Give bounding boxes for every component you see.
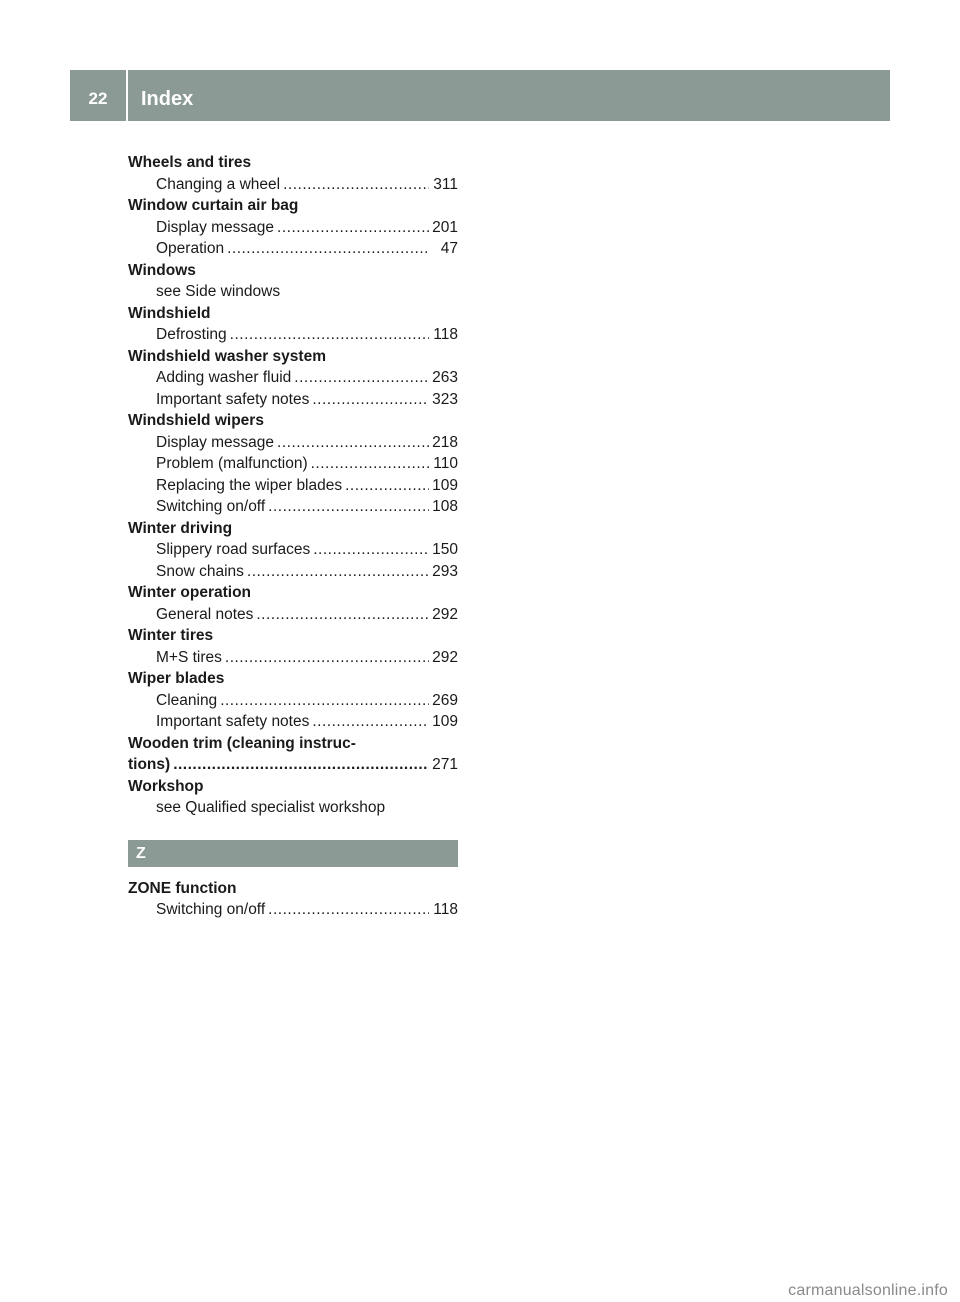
entry-page: 47 (440, 240, 458, 257)
index-heading: Winter driving (128, 519, 233, 537)
entry-label: Switching on/off (156, 901, 266, 918)
entry-label: Operation (156, 240, 225, 257)
index-heading: Windshield washer system (128, 347, 326, 365)
dot-leader (345, 475, 429, 497)
entry-label: tions) (128, 756, 171, 773)
entry-page: 271 (432, 756, 458, 773)
index-entry[interactable] (128, 432, 458, 454)
index-heading: Winter tires (128, 627, 214, 644)
entry-label: Replacing the wiper blades (156, 476, 343, 494)
index-entry[interactable] (128, 238, 458, 260)
index-entry[interactable] (128, 539, 458, 561)
dot-leader (277, 432, 429, 454)
watermark: carmanualsonline.info (788, 1282, 948, 1299)
dot-leader (227, 238, 429, 260)
index-heading-zone-function: ZONE function (128, 879, 237, 897)
dot-leader (220, 690, 429, 712)
index-entry[interactable] (128, 561, 458, 583)
entry-page: 269 (432, 691, 458, 709)
index-entry[interactable] (128, 389, 458, 411)
dot-leader (294, 367, 429, 389)
dot-leader (247, 561, 429, 583)
entry-page: 201 (432, 218, 458, 236)
index-entry[interactable] (128, 324, 458, 346)
dot-leader (225, 647, 429, 669)
index-heading: Windshield wipers (128, 412, 264, 429)
index-entry-wooden-trim[interactable] (128, 754, 458, 776)
index-entry-zone-switching[interactable] (128, 899, 458, 921)
index-entry[interactable] (128, 217, 458, 239)
index-entry[interactable] (128, 475, 458, 497)
entry-label: Problem (malfunction) (156, 455, 308, 472)
index-heading: Wheels and tires (128, 154, 252, 171)
entry-page: 311 (433, 175, 458, 193)
index-entry[interactable] (128, 174, 458, 196)
index-entry[interactable] (128, 711, 458, 733)
entry-label: Defrosting (156, 326, 227, 343)
entry-page: 218 (432, 433, 458, 451)
entry-label: Display message (156, 433, 275, 451)
entry-page: 292 (432, 605, 458, 623)
entry-label: General notes (156, 605, 254, 623)
index-heading: Windows (128, 261, 196, 279)
entry-label: Switching on/off (156, 498, 266, 515)
index-entry[interactable] (128, 367, 458, 389)
index-heading-workshop: Workshop (128, 777, 204, 795)
index-column (128, 152, 458, 921)
entry-label: Display message (156, 218, 275, 236)
w-entries (128, 152, 458, 733)
page-header (70, 70, 890, 121)
see-reference[interactable]: see Side windows (156, 283, 281, 300)
entry-page: 110 (433, 455, 458, 472)
entry-page: 108 (432, 498, 458, 515)
entry-label: Slippery road surfaces (156, 541, 311, 558)
dot-leader (230, 324, 429, 346)
entry-page: 293 (432, 562, 458, 580)
index-entry[interactable] (128, 453, 458, 475)
entry-page: 118 (433, 326, 458, 343)
entry-label: Cleaning (156, 691, 218, 709)
index-heading: Windshield (128, 304, 211, 322)
dot-leader (311, 453, 429, 475)
index-heading-wooden-trim: Wooden trim (cleaning instruc- (128, 734, 356, 752)
entry-label: Adding washer fluid (156, 369, 292, 386)
entry-page: 118 (433, 901, 458, 918)
entry-label: Important safety notes (156, 390, 310, 408)
dot-leader (312, 711, 429, 733)
header-divider (126, 70, 128, 121)
entry-page: 292 (432, 648, 458, 666)
entry-label: Snow chains (156, 562, 244, 580)
dot-leader (256, 604, 429, 626)
dot-leader (312, 389, 429, 411)
dot-leader (283, 174, 429, 196)
see-reference-workshop[interactable]: see Qualified specialist workshop (156, 799, 386, 816)
page-number: 22 (88, 89, 108, 108)
index-entry[interactable] (128, 690, 458, 712)
dot-leader (268, 496, 429, 518)
index-entry[interactable] (128, 496, 458, 518)
entry-page: 109 (432, 476, 458, 494)
entry-label: M+S tires (156, 648, 222, 666)
dot-leader (277, 217, 429, 239)
dot-leader (268, 899, 429, 921)
entry-page: 109 (432, 713, 458, 730)
index-entry[interactable] (128, 604, 458, 626)
entry-page: 263 (432, 369, 458, 386)
dot-leader (313, 539, 429, 561)
index-heading: Wiper blades (128, 670, 225, 687)
index-heading: Winter operation (128, 584, 252, 601)
entry-label: Changing a wheel (156, 175, 281, 193)
entry-page: 323 (432, 390, 458, 408)
dot-leader (173, 754, 429, 776)
entry-page: 150 (432, 541, 458, 558)
index-heading: Window curtain air bag (128, 197, 299, 214)
letter-bar-z: Z (128, 840, 458, 867)
entry-label: Important safety notes (156, 713, 310, 730)
section-title: Index (141, 88, 194, 110)
index-entry[interactable] (128, 647, 458, 669)
